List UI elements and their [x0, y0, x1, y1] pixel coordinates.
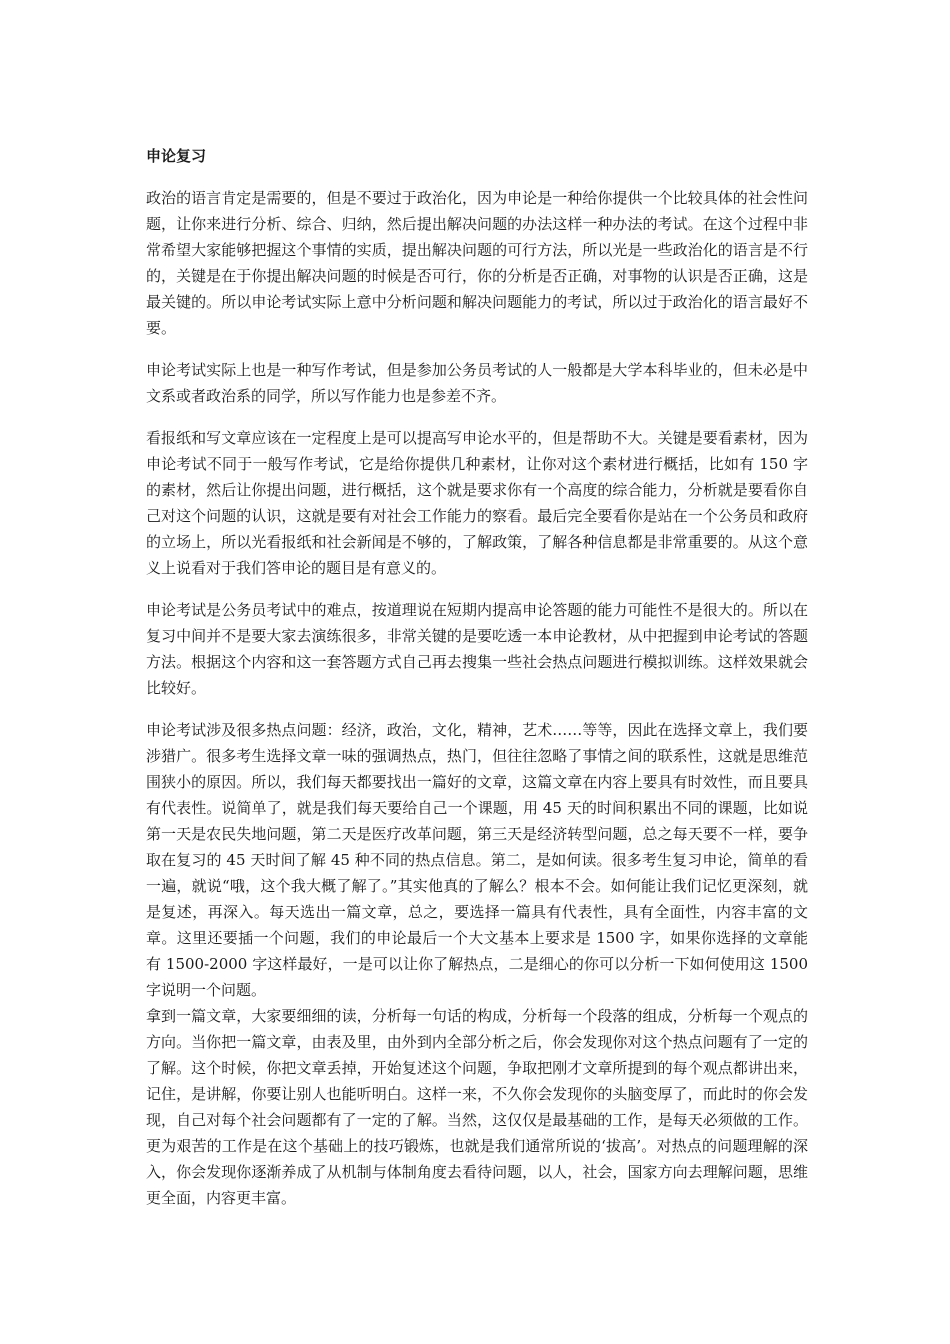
document-title: 申论复习 [146, 147, 207, 165]
paragraph-6: 拿到一篇文章，大家要细细的读，分析每一句话的构成，分析每一个段落的组成，分析每一个观点的方向。当你把一篇文章，由表及里，由外到内全部分析之后，你会发现你对这个热点问题有了一定的了解。这个时候，你把文章丢掉，开始复述这个问题，争取把刚才文章所提到的每个观点都讲出来，记住，是讲解，你要让别人也能听明白。这样一来，不久你会发现你的头脑变厚了，而此时的你会发现，自己对每个社会问题都有了一定的了解。当然，这仅仅是最基础的工作，是每天必须做的工作。更为艰苦的工作是在这个基础上的技巧锻炼，也就是我们通常所说的‘拔高’。对热点的问题理解的深入，你会发现你逐渐养成了从机制与体制角度去看待问题，以人，社会，国家方向去理解问题，思维更全面，内容更丰富。 [146, 1007, 808, 1207]
paragraph-1: 政治的语言肯定是需要的，但是不要过于政治化，因为申论是一种给你提供一个比较具体的社会性问题，让你来进行分析、综合、归纳，然后提出解决问题的办法这样一种办法的考试。在这个过程中非常希望大家能够把握这个事情的实质，提出解决问题的可行方法，所以光是一些政治化的语言是不行的，关键是在于你提出解决问题的时候是否可行，你的分析是否正确，对事物的认识是否正确，这是最关键的。所以申论考试实际上意中分析问题和解决问题能力的考试，所以过于政治化的语言最好不要。 [146, 189, 808, 337]
paragraph-5: 申论考试涉及很多热点问题：经济，政治，文化，精神，艺术……等等，因此在选择文章上，我们要涉猎广。很多考生选择文章一味的强调热点，热门，但往往忽略了事情之间的联系性，这就是思维范围狭小的原因。所以，我们每天都要找出一篇好的文章，这篇文章在内容上要具有时效性，而且要具有代表性。说简单了，就是我们每天要给自己一个课题，用 45 天的时间积累出不同的课题，比如说第一天是农民失地问题，第二天是医疗改革问题，第三天是经济转型问题，总之每天要不一样，要争取在复习的 45 天时间了解 45 种不同的热点信息。第二，是如何读。很多考生复习申论，简单的看一遍，就说“哦，这个我大概了解了。”其实他真的了解么？根本不会。如何能让我们记忆更深刻，就是复述，再深入。每天选出一篇文章，总之，要选择一篇具有代表性，具有全面性，内容丰富的文章。这里还要插一个问题，我们的申论最后一个大文基本上要求是 1500 字，如果你选择的文章能有 1500-2000 字这样最好，一是可以让你了解热点，二是细心的你可以分析一下如何使用这 1500 字说明一个问题。 [146, 721, 808, 999]
paragraph-4: 申论考试是公务员考试中的难点，按道理说在短期内提高申论答题的能力可能性不是很大的。所以在复习中间并不是要大家去演练很多，非常关键的是要吃透一本申论教材，从中把握到申论考试的答题方法。根据这个内容和这一套答题方式自己再去搜集一些社会热点问题进行模拟训练。这样效果就会比较好。 [146, 601, 808, 697]
paragraph-3: 看报纸和写文章应该在一定程度上是可以提高写申论水平的，但是帮助不大。关键是要看素材，因为申论考试不同于一般写作考试，它是给你提供几种素材，让你对这个素材进行概括，比如有 150 字的素材，然后让你提出问题，进行概括，这个就是要求你有一个高度的综合能力，分析就是要看你自己对这个问题的认识，这就是要有对社会工作能力的察看。最后完全要看你是站在一个公务员和政府的立场上，所以光看报纸和社会新闻是不够的，了解政策，了解各种信息都是非常重要的。从这个意义上说看对于我们答申论的题目是有意义的。 [146, 429, 808, 577]
document-body [146, 143, 808, 1211]
paragraph-2: 申论考试实际上也是一种写作考试，但是参加公务员考试的人一般都是大学本科毕业的，但未必是中文系或者政治系的同学，所以写作能力也是参差不齐。 [146, 361, 808, 405]
